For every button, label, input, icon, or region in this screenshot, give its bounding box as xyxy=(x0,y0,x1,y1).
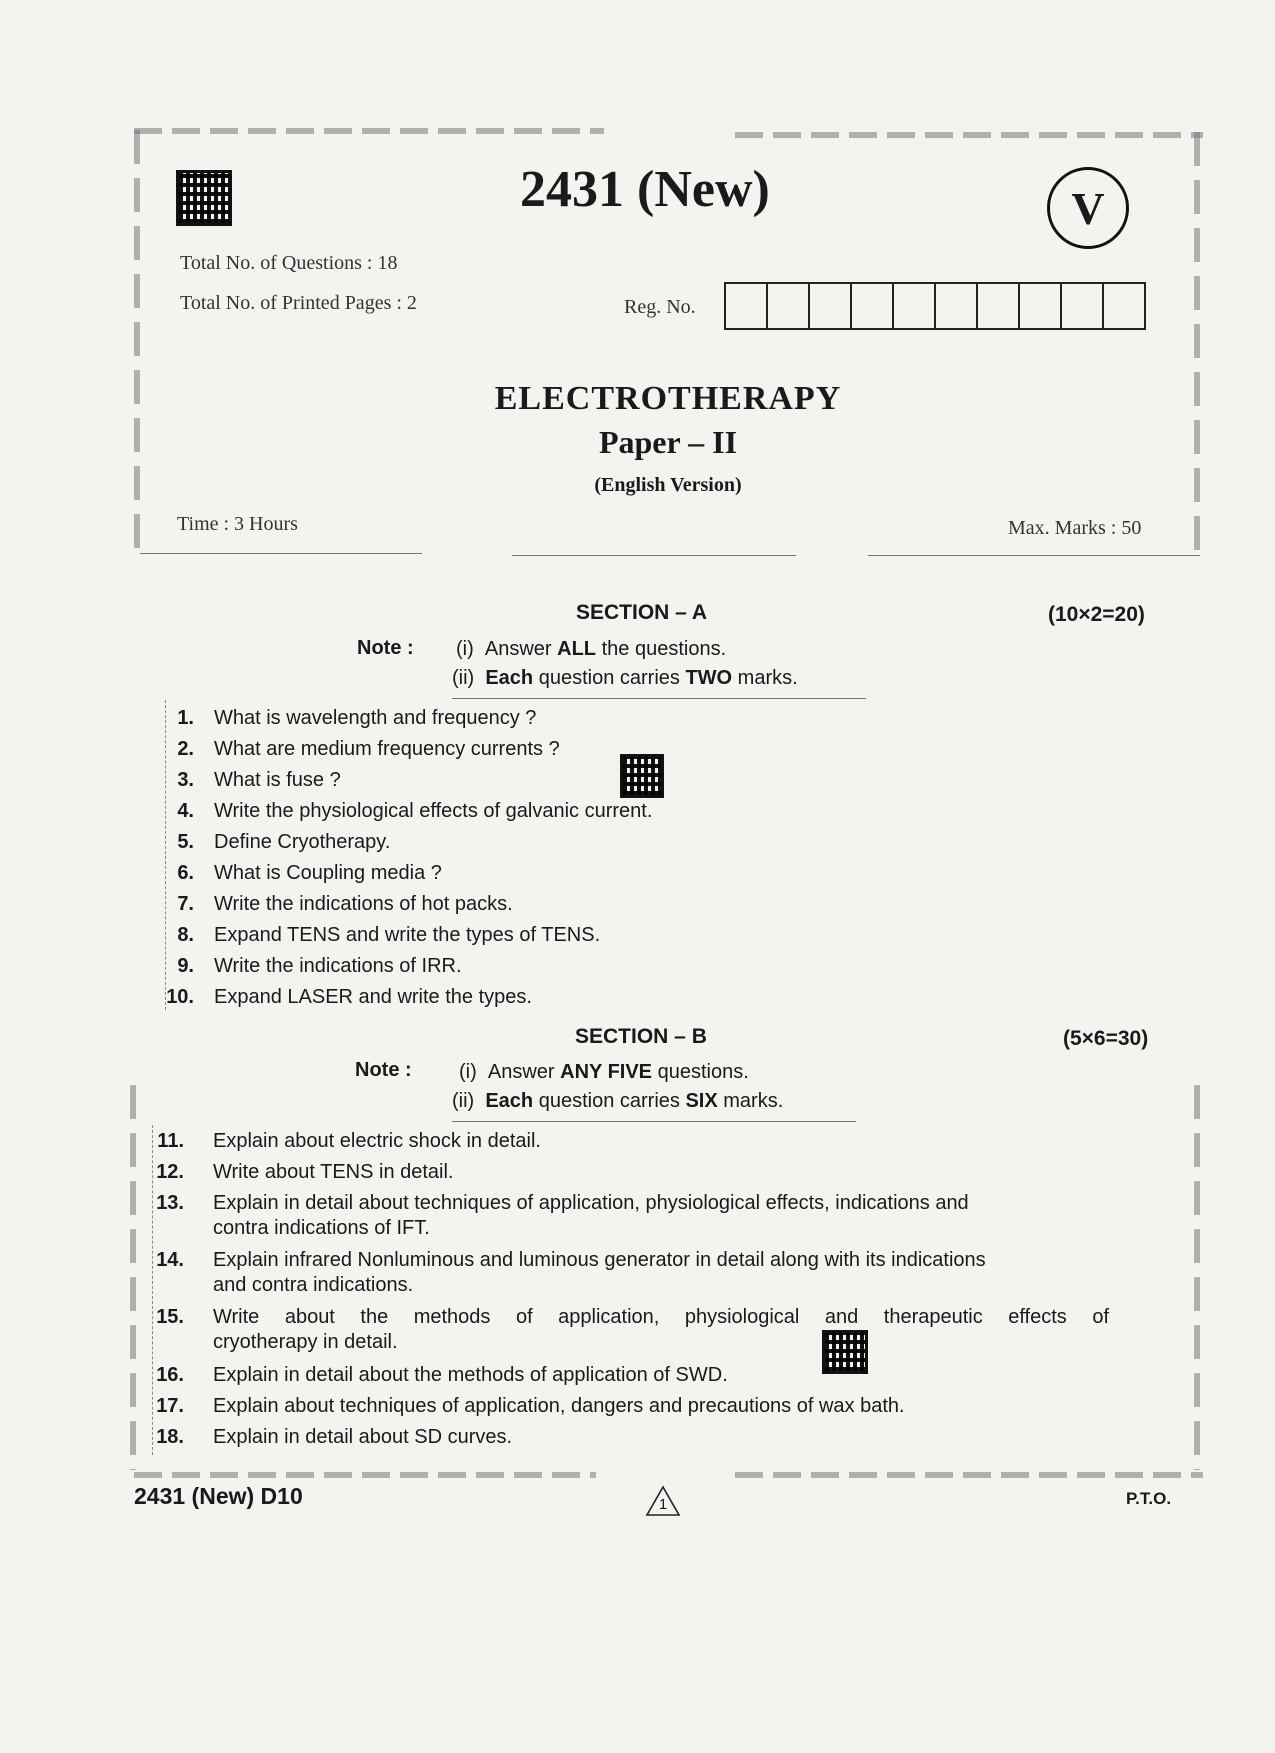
question-text: What is Coupling media ? xyxy=(214,862,442,884)
question-number: 17. xyxy=(156,1395,184,1417)
question-text: Expand TENS and write the types of TENS. xyxy=(214,924,601,946)
border-top-right xyxy=(735,132,1203,138)
question-text-line: cryotherapy in detail. xyxy=(213,1331,398,1353)
note-emphasis: Each xyxy=(485,1090,534,1112)
exam-time: Time : 3 Hours xyxy=(177,513,298,535)
question-text: Explain about electric shock in detail. xyxy=(213,1130,541,1152)
page-number-badge xyxy=(645,1485,681,1517)
border-right-lower xyxy=(1194,1085,1200,1470)
header-divider-center xyxy=(512,555,796,556)
question-number: 18. xyxy=(156,1426,184,1448)
question-text: What is fuse ? xyxy=(214,769,341,791)
question-text: Explain in detail about the methods of application of SWD. xyxy=(213,1364,728,1386)
question-number: 3. xyxy=(177,769,194,791)
reg-box xyxy=(936,284,978,328)
note-text: marks. xyxy=(717,1090,784,1112)
note-emphasis: Each xyxy=(485,667,534,689)
question-number: 4. xyxy=(177,800,194,822)
paper-number: Paper – II xyxy=(598,424,738,460)
question-text-line: Explain in detail about techniques of application, physiological effects, indications and xyxy=(213,1192,969,1214)
note-index: (i) xyxy=(456,638,474,660)
note-text: marks. xyxy=(732,667,798,689)
question-text-line: and contra indications. xyxy=(213,1274,414,1296)
question-number: 1. xyxy=(177,707,194,729)
question-text: Expand LASER and write the types. xyxy=(214,986,532,1008)
version-letter: V xyxy=(1071,182,1105,234)
question-text-line: Explain infrared Nonluminous and luminous generator in detail along with its indications xyxy=(213,1249,986,1271)
section-a-title: SECTION – A xyxy=(576,601,708,624)
section-a-marks: (10×2=20) xyxy=(1048,603,1145,626)
border-left xyxy=(134,130,140,550)
border-bottom-right xyxy=(735,1472,1203,1478)
note-text: question carries xyxy=(533,1090,686,1112)
question-text: Write the indications of IRR. xyxy=(214,955,462,977)
reg-box xyxy=(1104,284,1144,328)
reg-box xyxy=(1020,284,1062,328)
section-b-note-1 xyxy=(459,1061,749,1084)
question-number: 12. xyxy=(156,1161,184,1183)
question-text: What is wavelength and frequency ? xyxy=(214,707,537,729)
section-a-note-label: Note : xyxy=(357,637,414,659)
question-text: Write the physiological effects of galvanic current. xyxy=(214,800,653,822)
reg-no-label: Reg. No. xyxy=(624,296,696,318)
pto-label: P.T.O. xyxy=(1126,1489,1172,1508)
question-number: 6. xyxy=(177,862,194,884)
question-number: 13. xyxy=(156,1192,184,1214)
max-marks: Max. Marks : 50 xyxy=(1008,517,1142,539)
question-number: 7. xyxy=(177,893,194,915)
note-index: (i) xyxy=(459,1061,477,1083)
question-number: 2. xyxy=(177,738,194,760)
question-text: Write about TENS in detail. xyxy=(213,1161,454,1183)
reg-box xyxy=(768,284,810,328)
border-right xyxy=(1194,132,1200,552)
question-text: What are medium frequency currents ? xyxy=(214,738,560,760)
subject-title: ELECTROTHERAPY xyxy=(494,380,842,417)
note-text: Answer xyxy=(487,1061,561,1083)
reg-box xyxy=(894,284,936,328)
note-text: Answer xyxy=(484,638,558,660)
question-number: 16. xyxy=(156,1364,184,1386)
question-text: Explain in detail about SD curves. xyxy=(213,1426,513,1448)
reg-box xyxy=(852,284,894,328)
question-text: Explain about techniques of application, dangers and precautions of wax bath. xyxy=(213,1395,905,1417)
section-b-title: SECTION – B xyxy=(575,1025,707,1048)
header-divider-right xyxy=(868,555,1200,556)
note-emphasis: TWO xyxy=(685,667,733,689)
total-questions: Total No. of Questions : 18 xyxy=(180,252,398,274)
total-pages: Total No. of Printed Pages : 2 xyxy=(180,292,417,314)
note-text: the questions. xyxy=(596,638,727,660)
question-number: 5. xyxy=(177,831,194,853)
reg-box xyxy=(978,284,1020,328)
section-a-note-underline xyxy=(452,698,866,699)
section-a-note-1 xyxy=(456,638,726,661)
section-a-note-2 xyxy=(452,667,798,690)
question-number: 15. xyxy=(156,1306,184,1328)
question-text-line: contra indications of IFT. xyxy=(213,1217,430,1239)
question-text: Define Cryotherapy. xyxy=(214,831,391,853)
note-index: (ii) xyxy=(452,1090,475,1112)
reg-box xyxy=(1062,284,1104,328)
border-top-left xyxy=(134,128,604,134)
qr-code-icon xyxy=(176,170,232,226)
reg-box xyxy=(726,284,768,328)
section-b-note-label: Note : xyxy=(355,1059,412,1081)
question-number: 11. xyxy=(157,1130,184,1152)
note-emphasis: ALL xyxy=(557,638,597,660)
question-text-line: Write about the methods of application, physiological and therapeutic effects of xyxy=(213,1306,1109,1328)
question-number: 9. xyxy=(177,955,194,977)
question-number: 10. xyxy=(166,986,194,1008)
version-badge xyxy=(1047,167,1129,249)
reg-no-boxes xyxy=(724,282,1146,330)
note-index: (ii) xyxy=(452,667,475,689)
qr-code-icon xyxy=(822,1330,868,1374)
paper-code-title: 2431 (New) xyxy=(520,161,770,218)
question-number: 8. xyxy=(177,924,194,946)
note-emphasis: ANY FIVE xyxy=(560,1061,653,1083)
language-version: (English Version) xyxy=(594,474,742,496)
question-text: Write the indications of hot packs. xyxy=(214,893,513,915)
reg-box xyxy=(810,284,852,328)
page-number: 1 xyxy=(658,1496,668,1513)
note-text: question carries xyxy=(533,667,686,689)
footer-paper-code: 2431 (New) D10 xyxy=(134,1483,303,1509)
note-emphasis: SIX xyxy=(685,1090,718,1112)
note-text: questions. xyxy=(652,1061,749,1083)
header-divider-left xyxy=(140,553,422,554)
border-bottom-left xyxy=(134,1472,596,1478)
question-number: 14. xyxy=(156,1249,184,1271)
qr-code-icon xyxy=(620,754,664,798)
section-b-note-2 xyxy=(452,1090,783,1113)
border-left-lower xyxy=(130,1085,136,1470)
section-b-note-underline xyxy=(452,1121,856,1122)
section-b-marks: (5×6=30) xyxy=(1063,1027,1149,1050)
